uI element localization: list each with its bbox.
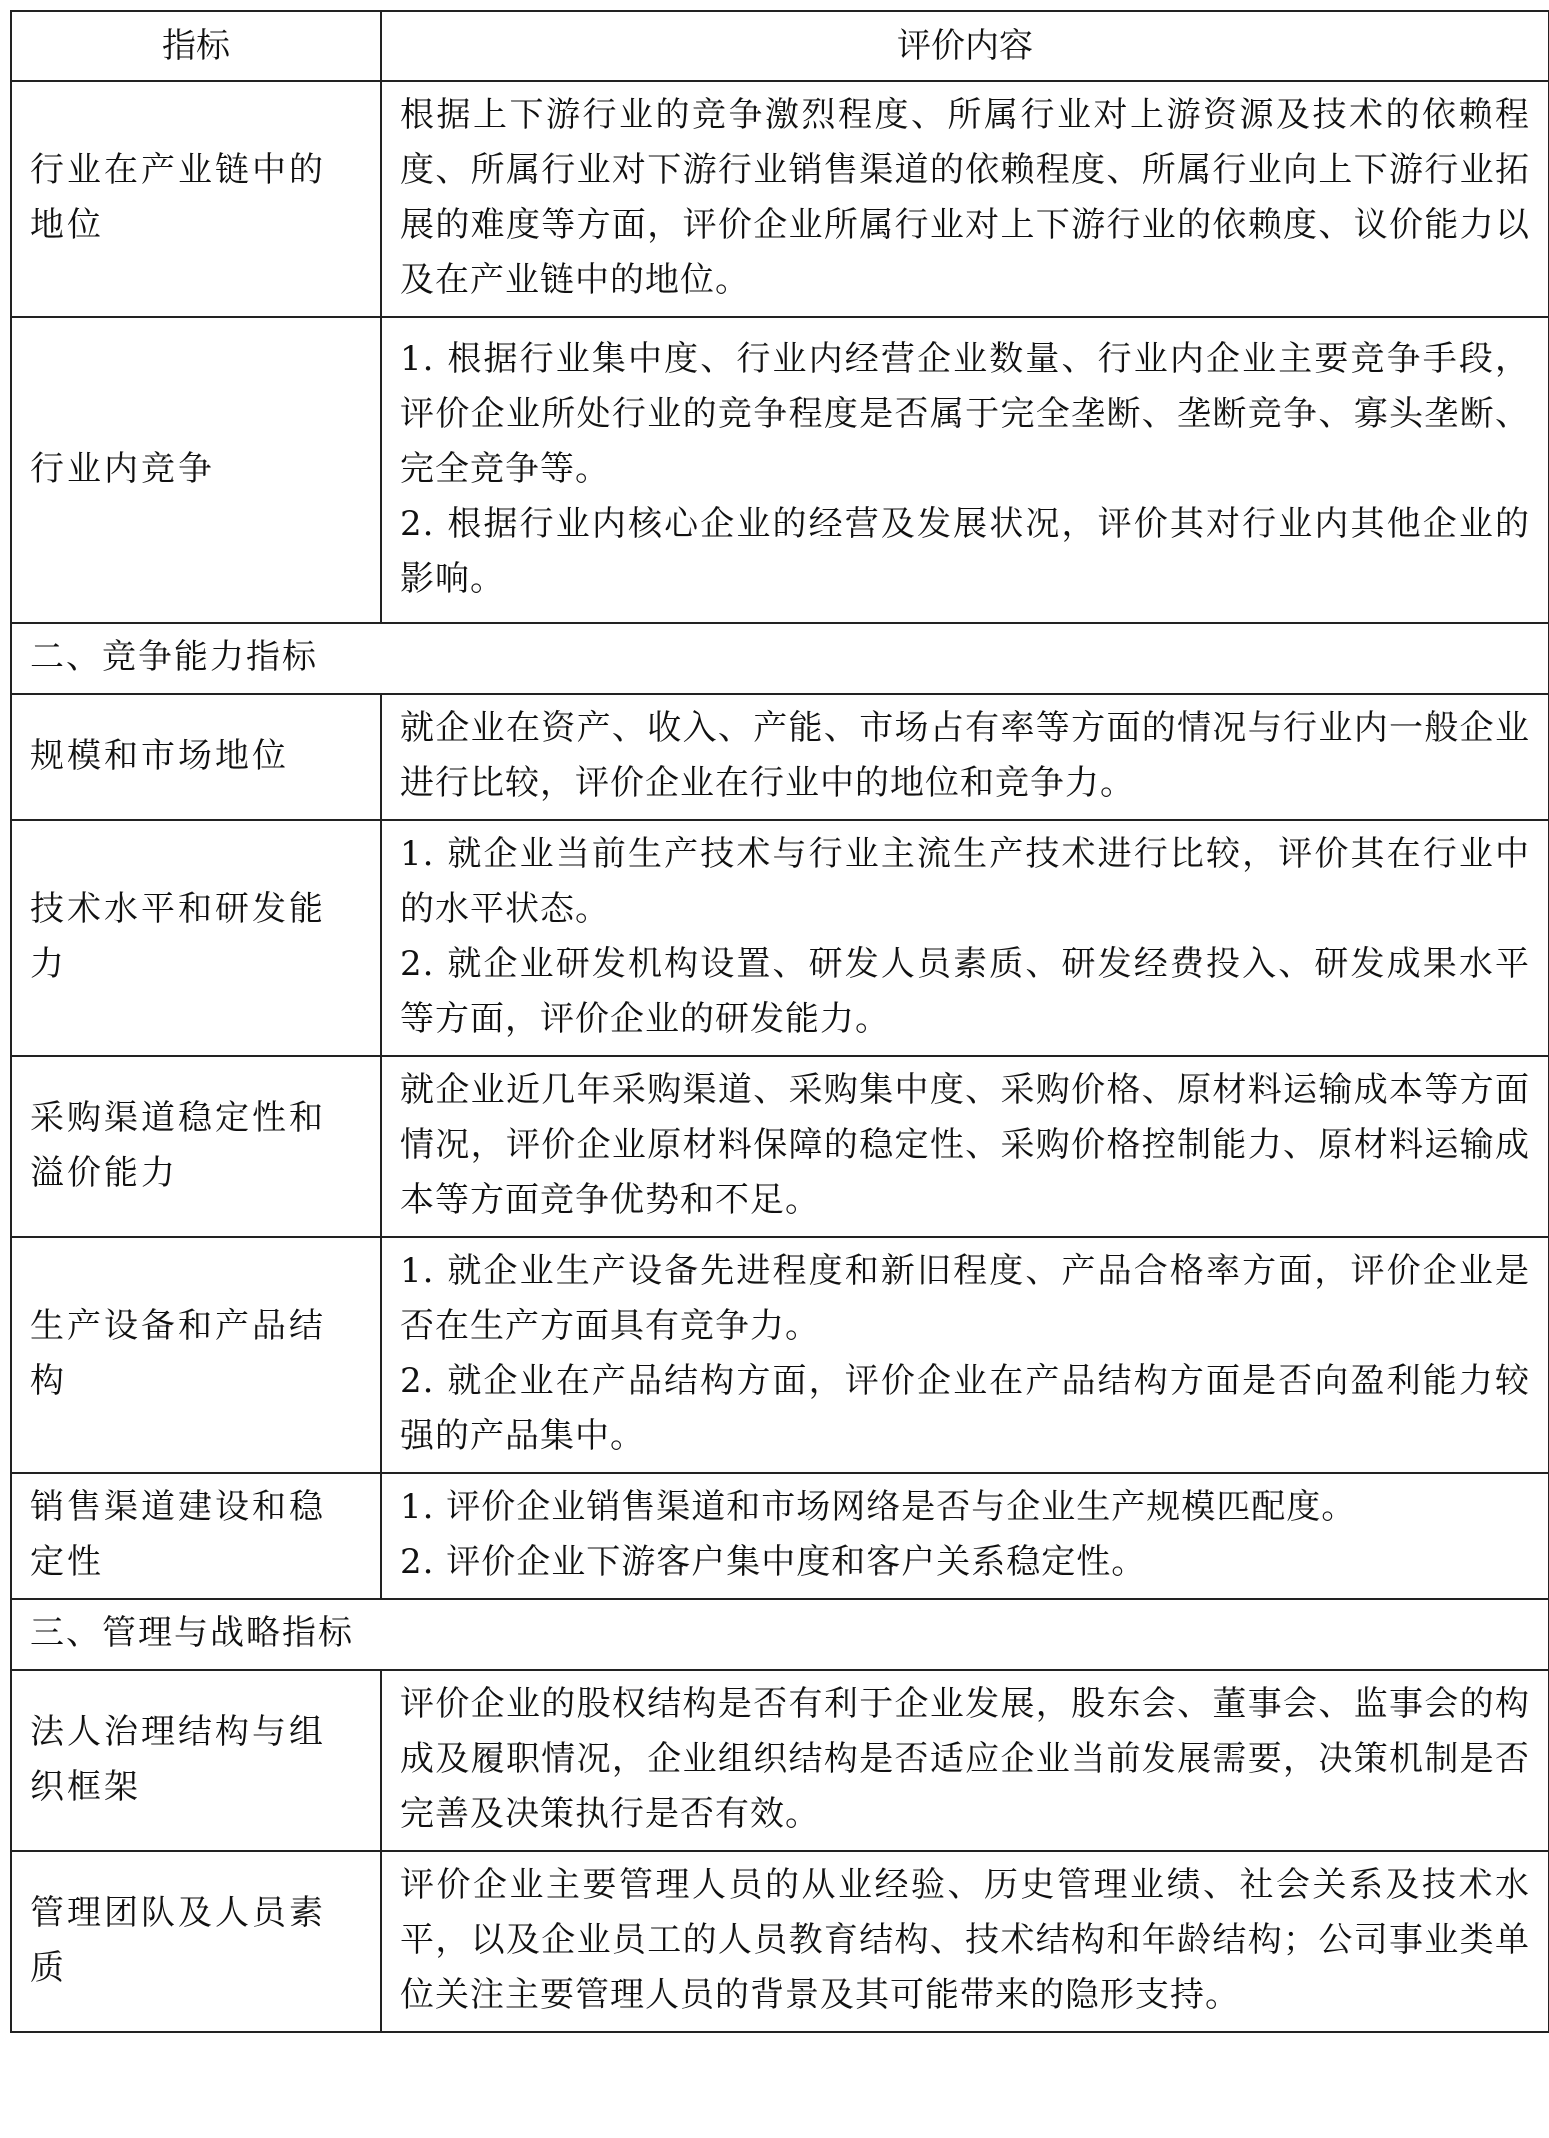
table-row [11, 1473, 1549, 1599]
content-cell [381, 81, 1549, 317]
table-row [11, 1056, 1549, 1237]
content-text: 根据上下游行业的竞争激烈程度、所属行业对上游资源及技术的依赖程度、所属行业对下游行业销售渠道的依赖程度、所属行业向上下游行业拓展的难度等方面，评价企业所属行业对上下游行业的依赖度、议价能力以及在产业链中的地位。 [400, 95, 1530, 300]
content-cell [381, 1473, 1549, 1599]
content-text: 1. 根据行业集中度、行业内经营企业数量、行业内企业主要竞争手段，评价企业所处行业的竞争程度是否属于完全垄断、垄断竞争、寡头垄断、完全竞争等。 [400, 338, 1530, 489]
content-text: 1. 评价企业销售渠道和市场网络是否与企业生产规模匹配度。 [400, 1487, 1357, 1527]
header-content: 评价内容 [381, 11, 1549, 81]
table-row [11, 1851, 1549, 2032]
table-header-row [11, 11, 1549, 81]
content-cell [381, 1237, 1549, 1473]
content-cell [381, 1851, 1549, 2032]
table-row [11, 820, 1549, 1056]
table-row [11, 81, 1549, 317]
evaluation-table [10, 10, 1549, 2033]
content-text: 1. 就企业当前生产技术与行业主流生产技术进行比较，评价其在行业中的水平状态。 [400, 834, 1530, 929]
indicator-cell: 规模和市场地位 [11, 694, 381, 820]
table-row [11, 1670, 1549, 1851]
content-text: 2. 评价企业下游客户集中度和客户关系稳定性。 [400, 1542, 1147, 1582]
content-text: 评价企业主要管理人员的从业经验、历史管理业绩、社会关系及技术水平，以及企业员工的人员教育结构、技术结构和年龄结构；公司事业类单位关注主要管理人员的背景及其可能带来的隐形支持。 [400, 1865, 1530, 2015]
content-text: 1. 就企业生产设备先进程度和新旧程度、产品合格率方面，评价企业是否在生产方面具有竞争力。 [400, 1251, 1530, 1346]
indicator-cell: 管理团队及人员素质 [11, 1851, 381, 2032]
indicator-cell: 技术水平和研发能力 [11, 820, 381, 1056]
indicator-cell: 销售渠道建设和稳定性 [11, 1473, 381, 1599]
indicator-cell: 行业内竞争 [11, 317, 381, 623]
content-cell [381, 317, 1549, 623]
content-cell [381, 694, 1549, 820]
content-cell [381, 1056, 1549, 1237]
content-cell [381, 820, 1549, 1056]
indicator-cell: 法人治理结构与组织框架 [11, 1670, 381, 1851]
section-heading: 二、竞争能力指标 [11, 623, 1549, 694]
content-text: 2. 就企业在产品结构方面，评价企业在产品结构方面是否向盈利能力较强的产品集中。 [400, 1361, 1530, 1456]
section-heading: 三、管理与战略指标 [11, 1599, 1549, 1670]
content-text: 2. 就企业研发机构设置、研发人员素质、研发经费投入、研发成果水平等方面，评价企业的研发能力。 [400, 944, 1530, 1039]
content-text: 就企业近几年采购渠道、采购集中度、采购价格、原材料运输成本等方面情况，评价企业原材料保障的稳定性、采购价格控制能力、原材料运输成本等方面竞争优势和不足。 [400, 1070, 1530, 1220]
content-text: 就企业在资产、收入、产能、市场占有率等方面的情况与行业内一般企业进行比较，评价企业在行业中的地位和竞争力。 [400, 708, 1530, 803]
section-row [11, 1599, 1549, 1670]
table-row [11, 1237, 1549, 1473]
content-text: 评价企业的股权结构是否有利于企业发展，股东会、董事会、监事会的构成及履职情况，企业组织结构是否适应企业当前发展需要，决策机制是否完善及决策执行是否有效。 [400, 1684, 1530, 1834]
indicator-cell: 采购渠道稳定性和溢价能力 [11, 1056, 381, 1237]
indicator-cell: 行业在产业链中的地位 [11, 81, 381, 317]
section-row [11, 623, 1549, 694]
table-row [11, 317, 1549, 623]
table-row [11, 694, 1549, 820]
content-text: 2. 根据行业内核心企业的经营及发展状况，评价其对行业内其他企业的影响。 [400, 503, 1530, 599]
indicator-cell: 生产设备和产品结构 [11, 1237, 381, 1473]
content-cell [381, 1670, 1549, 1851]
header-indicator: 指标 [11, 11, 381, 81]
